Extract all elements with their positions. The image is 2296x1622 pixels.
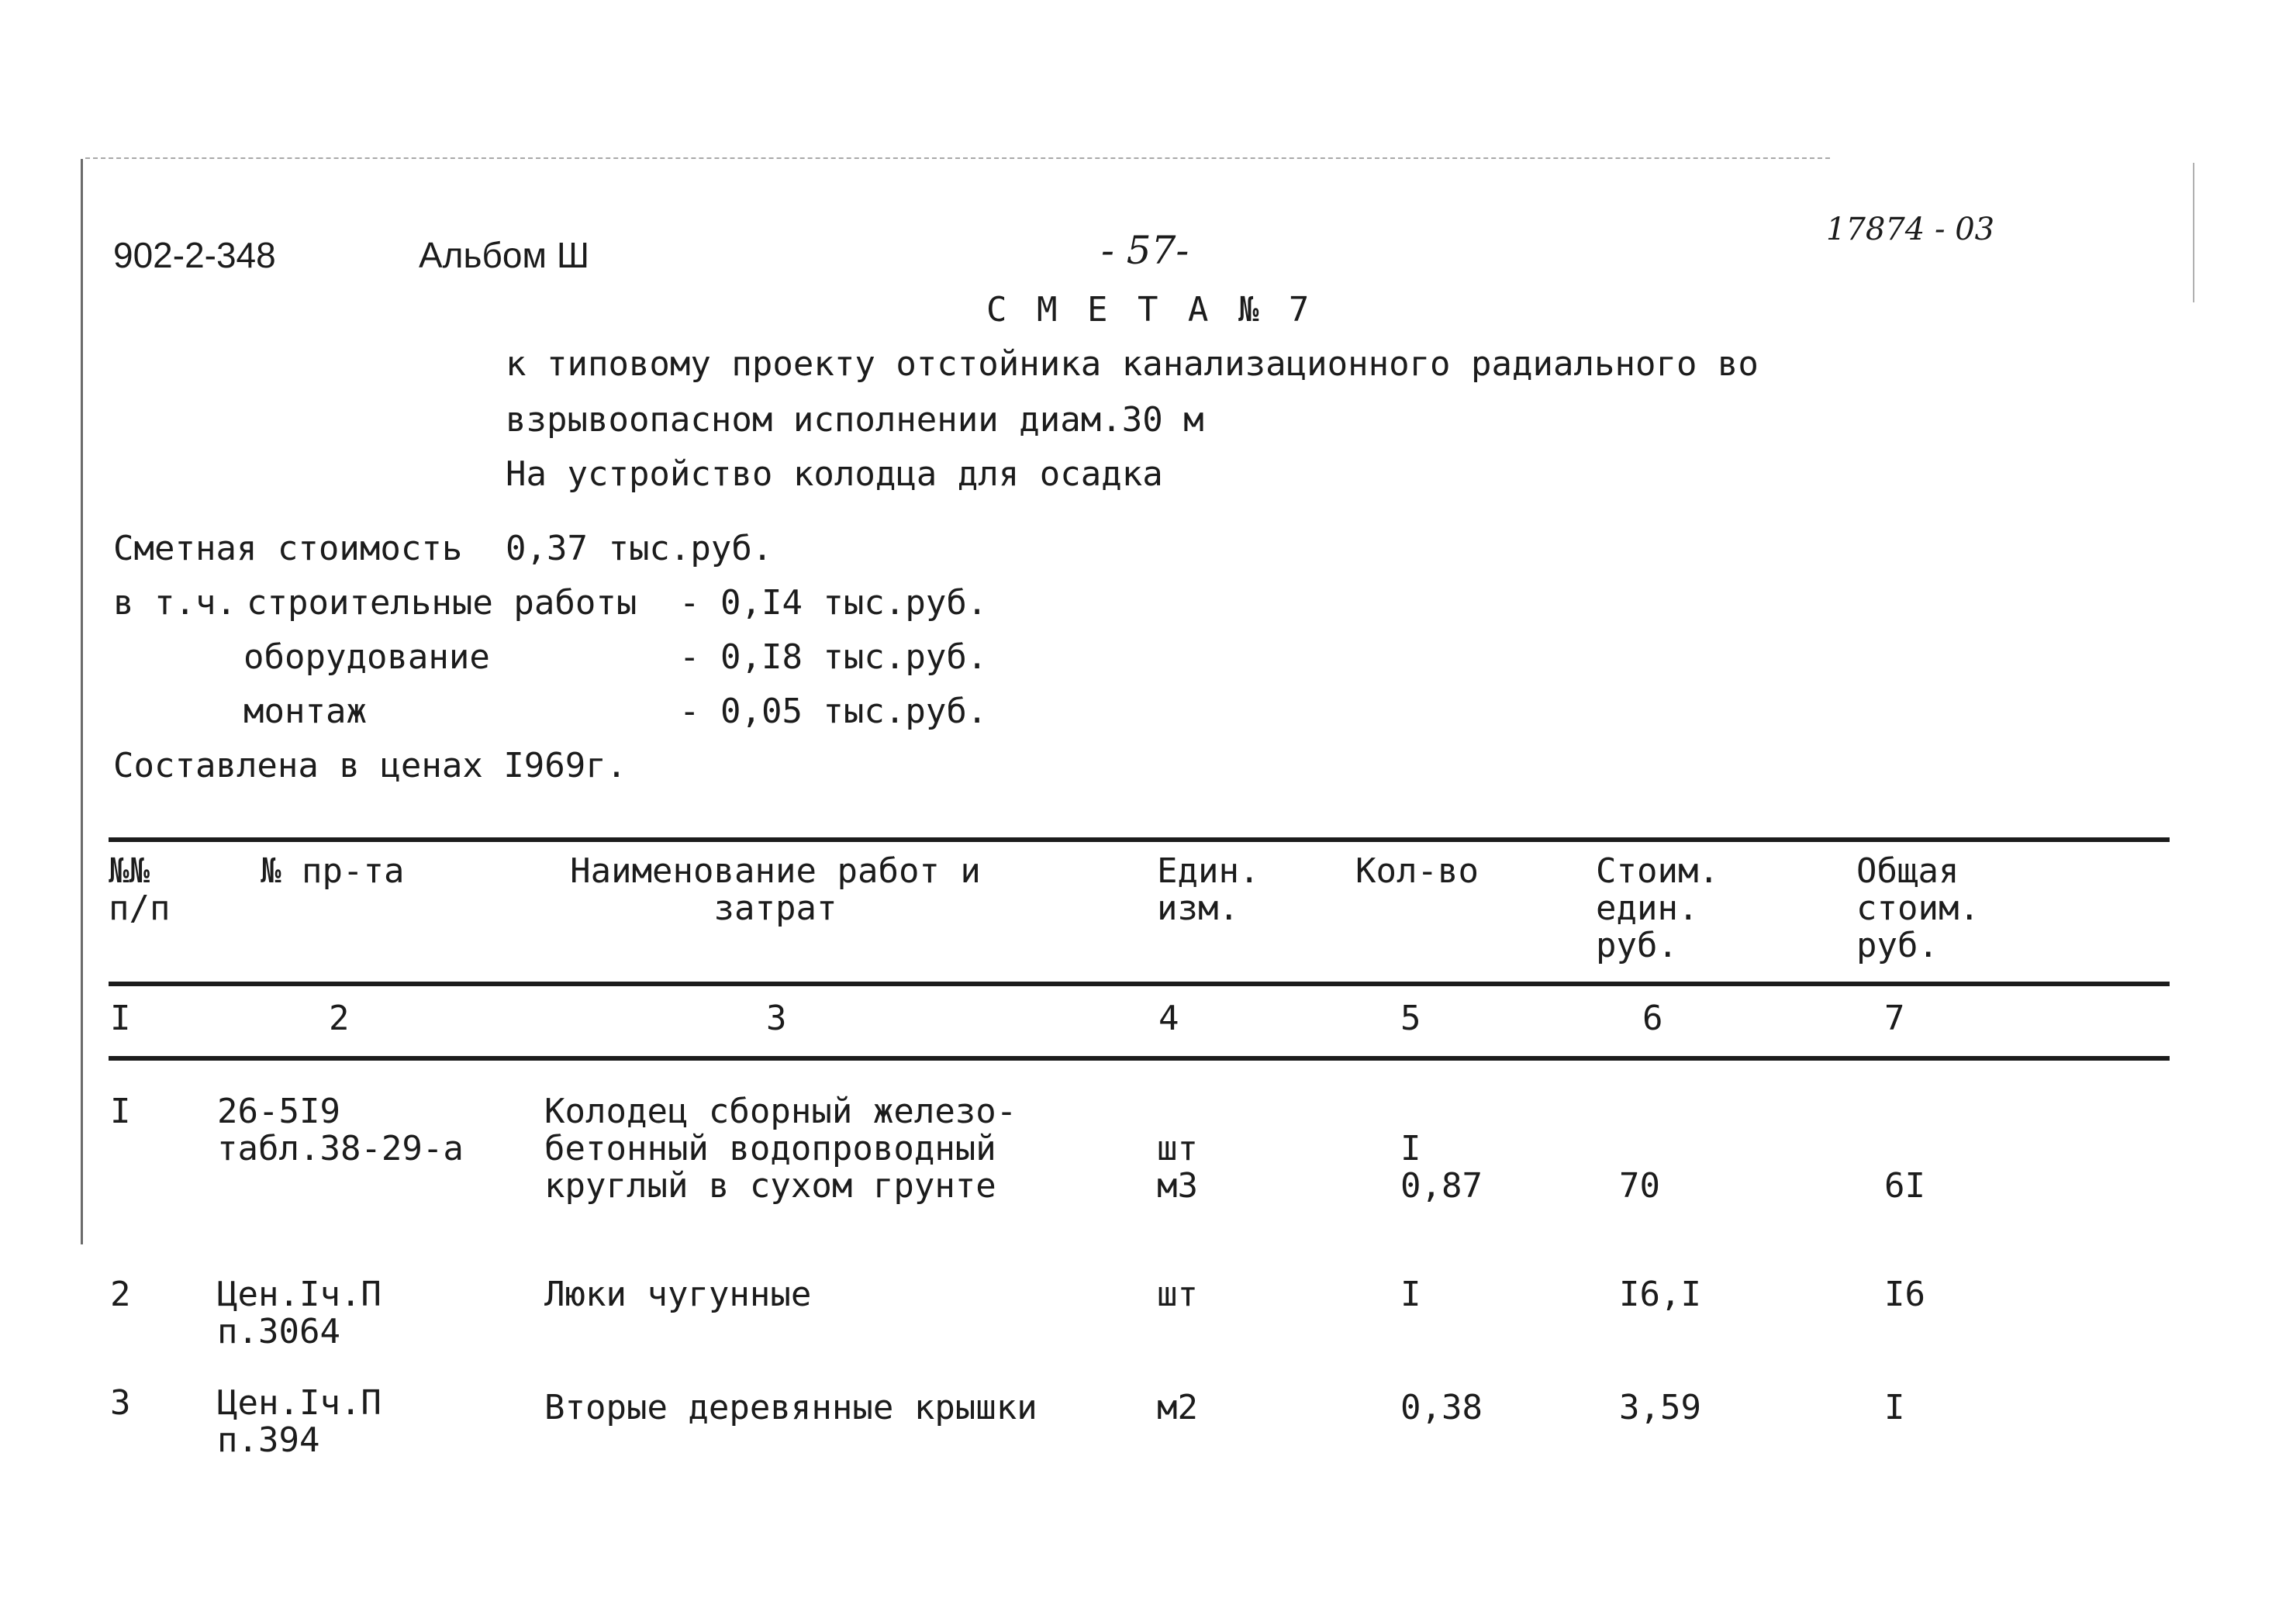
sheet-right-edge [2193,163,2194,302]
construction-value: - 0,I4 тыс.руб. [679,583,988,623]
header-unit-cost: Стоим. един. руб. [1596,851,1719,965]
quantity: I 0,87 [1400,1129,1483,1206]
row-number: 2 [110,1275,131,1314]
title-line-2: взрывоопасном исполнении диам.30 м [506,400,1204,440]
header-unit: Един. изм. [1157,851,1260,928]
header-row-number: №№ п/п [109,851,171,928]
summary-prefix: в т.ч. [113,583,237,623]
column-number: 5 [1400,999,1421,1038]
total-cost: I [1884,1388,1905,1427]
construction-label: строительные работы [247,583,637,623]
column-number: 4 [1158,999,1179,1038]
header-total-cost: Общая стоим. руб. [1856,851,1980,965]
column-number: 2 [329,999,350,1038]
quantity: I [1400,1275,1421,1314]
prices-note: Составлена в ценах I969г. [113,746,627,785]
header-quantity: Кол-во [1355,851,1479,891]
work-name: Люки чугунные [544,1275,812,1314]
column-number: I [110,999,131,1038]
equipment-label: оборудование [243,637,490,677]
column-number: 6 [1642,999,1663,1038]
total-cost: 6I [1884,1166,1925,1206]
quantity: 0,38 [1400,1388,1483,1427]
installation-value: - 0,05 тыс.руб. [679,692,988,731]
title-line-3: На устройство колодца для осадка [506,454,1163,494]
table-top-rule [109,837,2170,842]
album-label: Альбом Ш [419,235,589,275]
total-cost: I6 [1884,1275,1925,1314]
header-work-name: Наименование работ и затрат [570,851,981,928]
total-cost-label: Сметная стоимость [113,529,463,568]
installation-label: монтаж [243,692,367,731]
header-project-number: № пр-та [261,851,405,891]
column-number: 7 [1884,999,1905,1038]
page-number: - 57- [1101,228,1189,273]
sheet-top-edge [85,157,1830,159]
unit-cost: 3,59 [1619,1388,1701,1427]
sheet-left-edge [81,159,83,1244]
row-number: 3 [110,1383,131,1423]
table-header-rule [109,982,2170,986]
work-name: Колодец сборный железо- бетонный водопроводный круглый в сухом грунте [544,1092,1017,1206]
unit: шт м3 [1157,1129,1198,1206]
unit-cost: I6,I [1619,1275,1701,1314]
project-reference: 26-5I9 табл.38-29-а [217,1092,464,1168]
table-numbers-rule [109,1056,2170,1061]
column-number: 3 [766,999,787,1038]
unit: м2 [1157,1388,1198,1427]
unit: шт [1157,1275,1198,1314]
work-name: Вторые деревянные крышки [544,1388,1038,1427]
equipment-value: - 0,I8 тыс.руб. [679,637,988,677]
doc-code: 902-2-348 [113,235,276,275]
title-line-1: к типовому проекту отстойника канализационного радиального во [506,344,1759,384]
document-title: С М Е Т А № 7 [986,290,1314,330]
total-cost-value: 0,37 тыс.руб. [506,529,773,568]
project-reference: Цен.Iч.П п.3064 [217,1275,382,1351]
project-reference: Цен.Iч.П п.394 [217,1383,382,1460]
unit-cost: 70 [1619,1166,1660,1206]
row-number: I [110,1092,131,1131]
inventory-number: 17874 - 03 [1826,212,1995,247]
